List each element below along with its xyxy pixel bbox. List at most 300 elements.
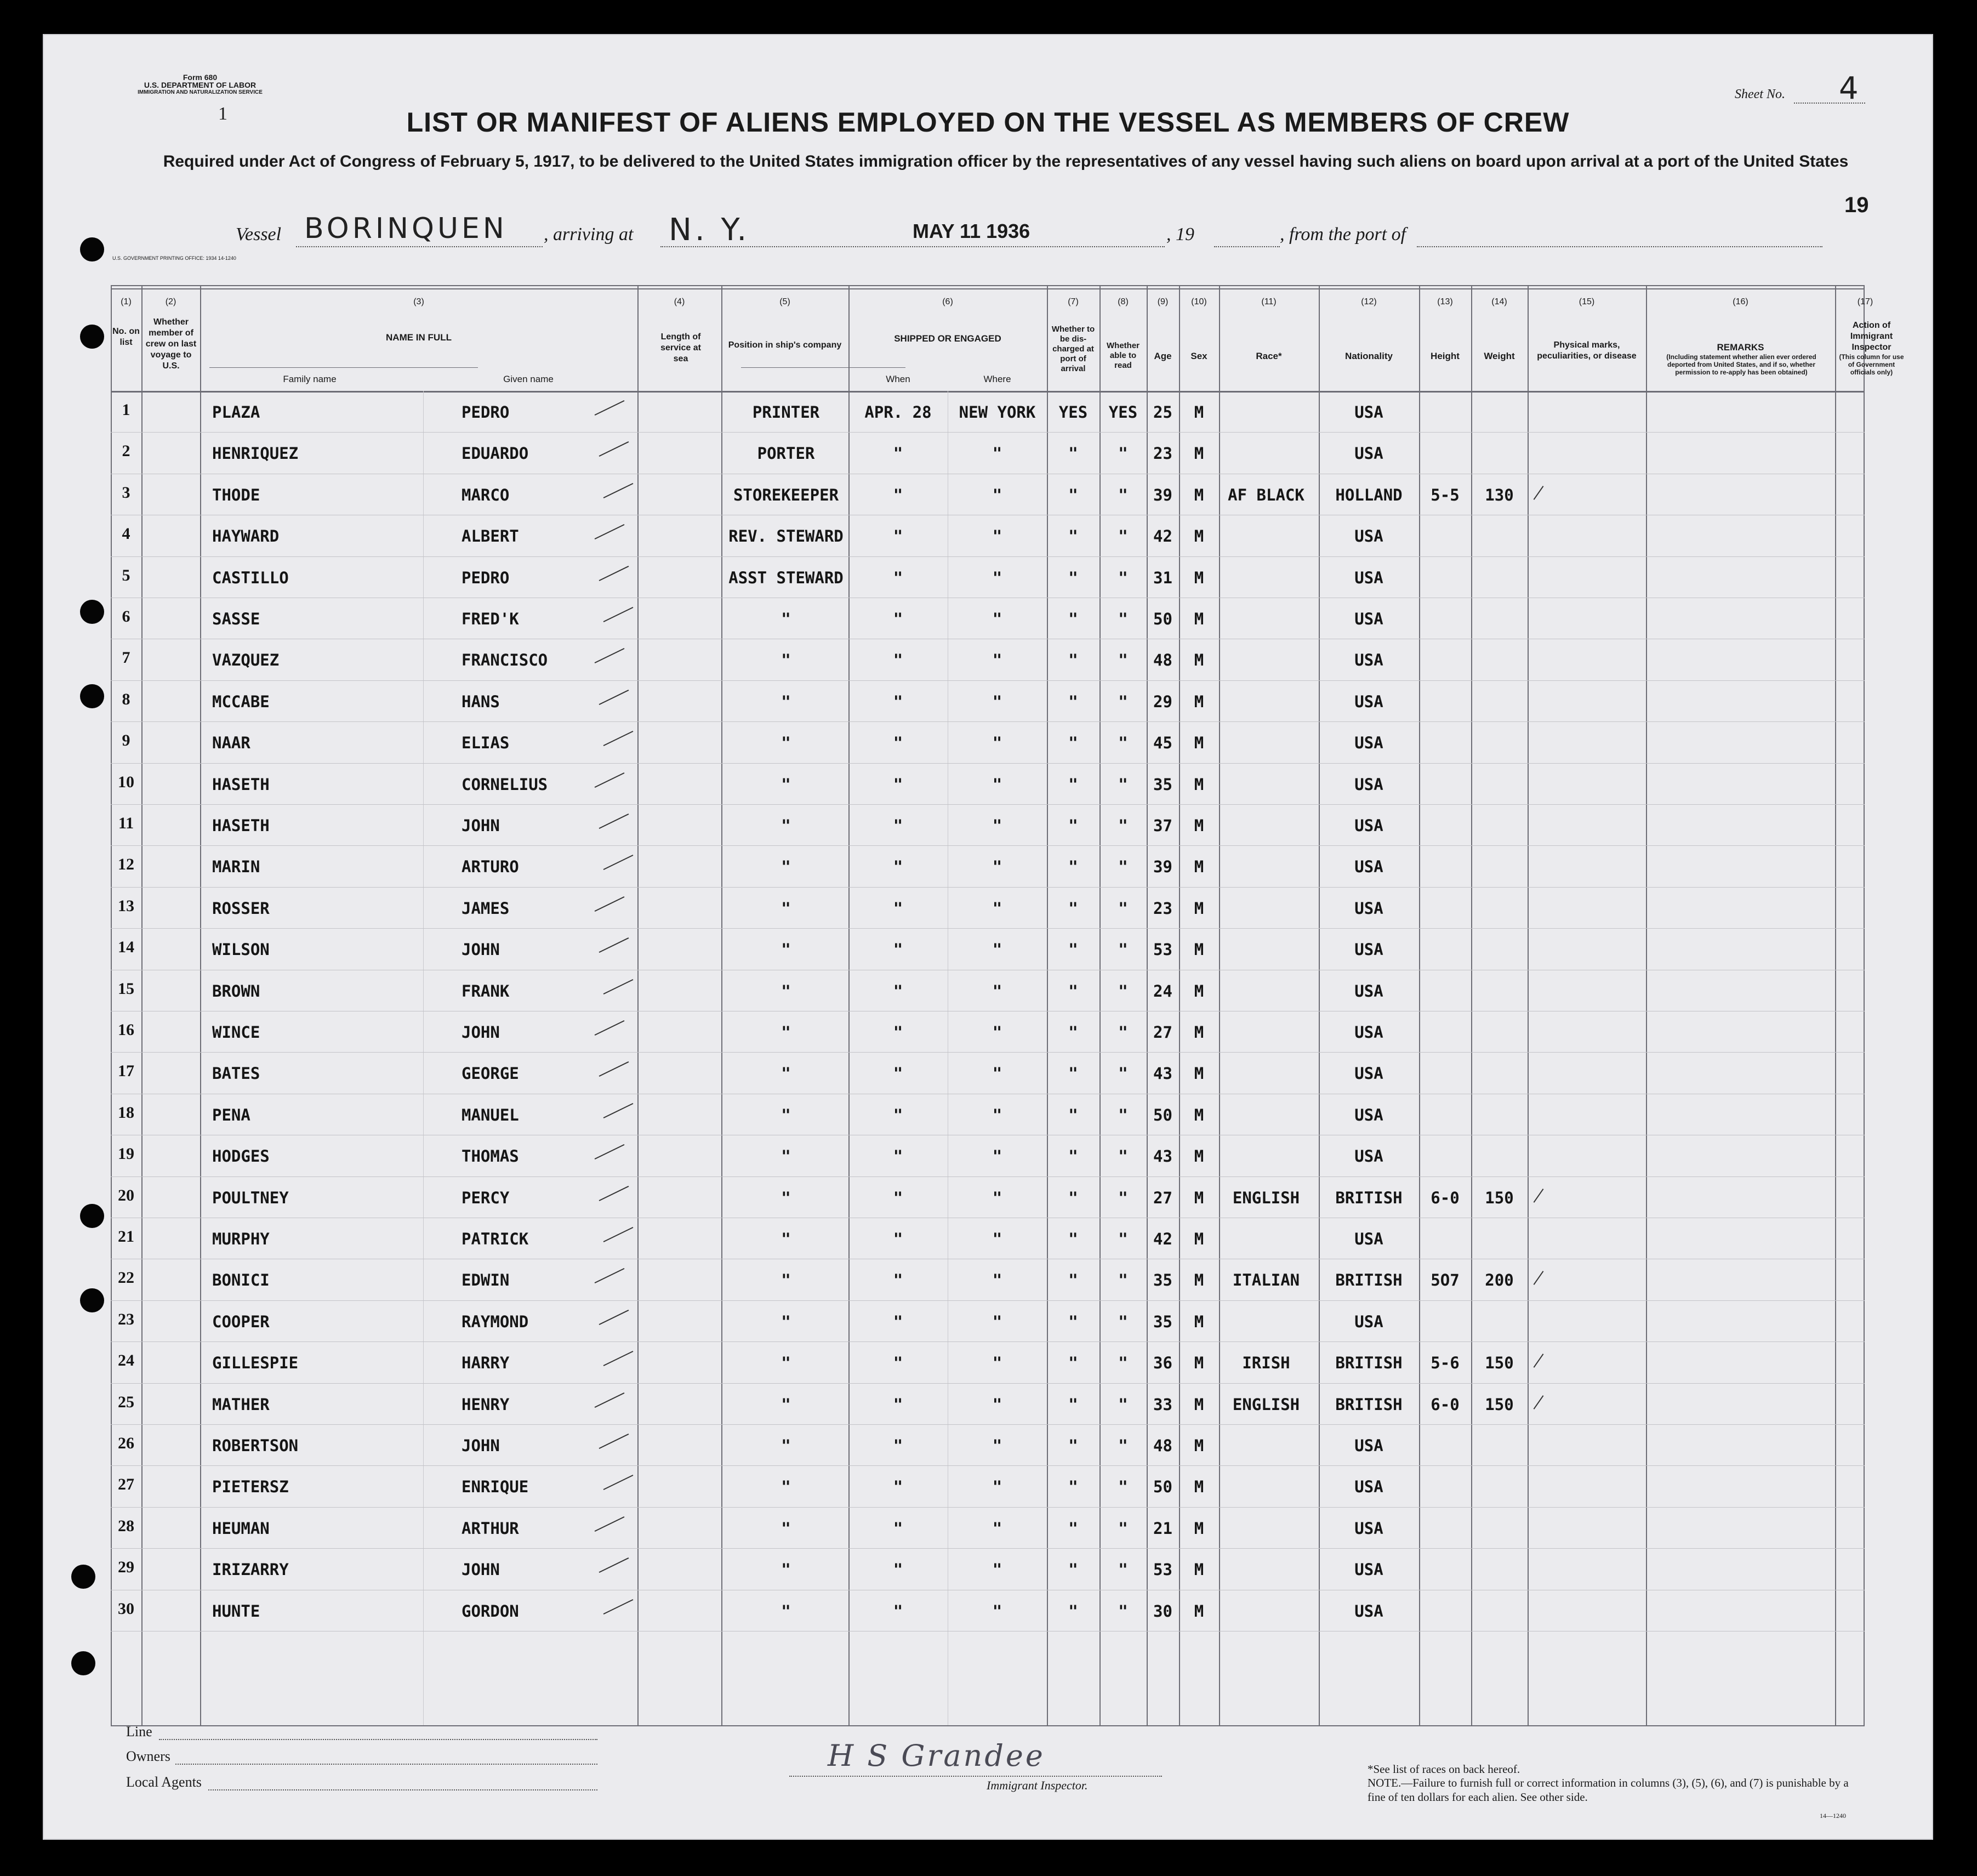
family-name: PLAZA xyxy=(212,403,260,422)
col-shipped-engaged: SHIPPED OR ENGAGED xyxy=(894,333,1001,344)
manifest-sheet xyxy=(43,34,1933,1840)
given-name: ELIAS xyxy=(462,734,510,753)
given-name: JAMES xyxy=(462,899,510,918)
able-to-read: " xyxy=(1118,1188,1128,1207)
given-name: ALBERT xyxy=(462,527,519,546)
age: 30 xyxy=(1153,1601,1172,1621)
row-number: 8 xyxy=(122,690,130,708)
row-number: 17 xyxy=(118,1062,134,1081)
age: 21 xyxy=(1153,1519,1172,1538)
able-to-read: " xyxy=(1118,527,1128,546)
position: " xyxy=(781,940,791,959)
shipped-when: " xyxy=(893,610,903,628)
check-mark xyxy=(595,648,625,663)
position: " xyxy=(781,1147,791,1166)
row-number: 26 xyxy=(118,1434,134,1452)
weight: 130 xyxy=(1485,485,1514,504)
age: 27 xyxy=(1153,1188,1172,1207)
nationality: HOLLAND xyxy=(1335,485,1403,504)
position: REV. STEWARD xyxy=(728,527,844,546)
able-to-read: " xyxy=(1118,1271,1128,1290)
col-discharged: Whether to be dis- charged at port of arrival xyxy=(1051,325,1095,373)
table-row xyxy=(111,432,1865,473)
col-age: Age xyxy=(1154,351,1172,361)
sex: M xyxy=(1194,1601,1204,1621)
able-to-read: " xyxy=(1118,1064,1128,1083)
discharged-at-arrival: " xyxy=(1068,1105,1078,1124)
position: ASST STEWARD xyxy=(728,568,844,587)
table-row xyxy=(111,1590,1865,1631)
sex: M xyxy=(1194,1188,1204,1207)
age: 23 xyxy=(1153,444,1172,463)
check-mark xyxy=(595,1020,625,1036)
given-name: PATRICK xyxy=(462,1230,529,1248)
weight: 150 xyxy=(1485,1188,1514,1207)
height: 6-0 xyxy=(1431,1395,1460,1414)
table-row xyxy=(111,515,1865,556)
age: 35 xyxy=(1153,775,1172,794)
age: 50 xyxy=(1153,1477,1172,1497)
family-name: NAAR xyxy=(212,734,250,753)
check-mark xyxy=(595,1268,625,1283)
given-name: JOHN xyxy=(462,816,500,835)
sheet-number-field xyxy=(1735,71,1862,106)
discharged-at-arrival: " xyxy=(1068,1064,1078,1083)
able-to-read: " xyxy=(1118,899,1128,918)
age: 39 xyxy=(1153,857,1172,877)
table-row xyxy=(111,1011,1865,1052)
discharged-at-arrival: YES xyxy=(1058,403,1088,422)
table-row xyxy=(111,1218,1865,1259)
nationality: USA xyxy=(1354,1477,1383,1497)
col-position: Position in ship's company xyxy=(728,340,842,350)
shipped-when: " xyxy=(893,816,903,835)
col-num-2: (2) xyxy=(165,297,176,306)
position: " xyxy=(781,1519,791,1538)
able-to-read: " xyxy=(1118,981,1128,1000)
position: " xyxy=(781,899,791,918)
race: IRISH xyxy=(1242,1354,1290,1373)
age: 24 xyxy=(1153,981,1172,1000)
inspector-label: Immigrant Inspector. xyxy=(987,1778,1088,1792)
col-sex: Sex xyxy=(1190,351,1207,361)
sex: M xyxy=(1194,485,1204,504)
shipped-where: " xyxy=(992,610,1002,628)
shipped-when: " xyxy=(893,1271,903,1290)
nationality: BRITISH xyxy=(1335,1354,1403,1373)
col-name-in-full: NAME IN FULL xyxy=(386,332,452,343)
check-mark xyxy=(599,690,629,705)
shipped-when: " xyxy=(893,692,903,711)
shipped-where: " xyxy=(992,1147,1002,1166)
sex: M xyxy=(1194,1147,1204,1166)
able-to-read: " xyxy=(1118,1395,1128,1414)
row-number: 5 xyxy=(122,566,130,584)
nationality: USA xyxy=(1354,1064,1383,1083)
shipped-when: " xyxy=(893,1601,903,1621)
table-row xyxy=(111,1507,1865,1548)
stamp-number: 19 xyxy=(1844,193,1869,217)
shipped-when: APR. 28 xyxy=(864,403,932,422)
given-name: ARTURO xyxy=(462,857,519,877)
check-mark xyxy=(595,400,625,416)
table-row xyxy=(111,887,1865,928)
table-row xyxy=(111,1176,1865,1218)
race: ENGLISH xyxy=(1232,1395,1300,1414)
shipped-where: " xyxy=(992,816,1002,835)
given-name: FRANCISCO xyxy=(462,651,548,670)
shipped-where: " xyxy=(992,981,1002,1000)
col-num-4: (4) xyxy=(674,297,685,306)
check-mark xyxy=(1534,1189,1544,1203)
row-number: 28 xyxy=(118,1516,134,1535)
age: 27 xyxy=(1153,1023,1172,1042)
race: ITALIAN xyxy=(1232,1271,1300,1290)
able-to-read: " xyxy=(1118,1436,1128,1455)
row-number: 7 xyxy=(122,649,130,667)
check-mark xyxy=(599,1310,629,1325)
row-number: 24 xyxy=(118,1351,134,1370)
sex: M xyxy=(1194,940,1204,959)
binder-hole xyxy=(71,1565,95,1589)
sex: M xyxy=(1194,1519,1204,1538)
check-mark xyxy=(599,1557,629,1573)
sheet-label: Sheet No. xyxy=(1735,87,1785,101)
table-row xyxy=(111,474,1865,515)
position: " xyxy=(781,857,791,877)
nationality: USA xyxy=(1354,981,1383,1000)
binder-hole xyxy=(80,1288,104,1312)
age: 50 xyxy=(1153,1105,1172,1124)
check-mark xyxy=(599,937,629,953)
shipped-when: " xyxy=(893,857,903,877)
col-where: Where xyxy=(983,374,1011,384)
weight: 150 xyxy=(1485,1395,1514,1414)
position: " xyxy=(781,775,791,794)
age: 48 xyxy=(1153,1436,1172,1455)
height: 5-5 xyxy=(1431,485,1460,504)
row-number: 22 xyxy=(118,1269,134,1287)
nationality: USA xyxy=(1354,734,1383,753)
year-prefix: , 19 xyxy=(1166,224,1194,245)
age: 29 xyxy=(1153,692,1172,711)
table-row xyxy=(111,928,1865,969)
family-name: HENRIQUEZ xyxy=(212,444,299,463)
discharged-at-arrival: " xyxy=(1068,734,1078,753)
sex: M xyxy=(1194,816,1204,835)
discharged-at-arrival: " xyxy=(1068,981,1078,1000)
nationality: USA xyxy=(1354,1436,1383,1455)
able-to-read: " xyxy=(1118,1023,1128,1042)
age: 33 xyxy=(1153,1395,1172,1414)
check-mark xyxy=(595,524,625,539)
height: 6-0 xyxy=(1431,1188,1460,1207)
shipped-where: " xyxy=(992,485,1002,504)
position: " xyxy=(781,1188,791,1207)
col-num-5: (5) xyxy=(779,297,790,306)
table-row xyxy=(111,391,1865,432)
table-row xyxy=(111,1465,1865,1507)
check-mark xyxy=(603,483,634,498)
given-name: HENRY xyxy=(462,1395,510,1414)
shipped-when: " xyxy=(893,1354,903,1373)
row-number: 12 xyxy=(118,855,134,874)
row-number: 29 xyxy=(118,1558,134,1577)
table-row xyxy=(111,1424,1865,1465)
discharged-at-arrival: " xyxy=(1068,527,1078,546)
family-name: SASSE xyxy=(212,610,260,628)
able-to-read: " xyxy=(1118,1105,1128,1124)
given-name: CORNELIUS xyxy=(462,775,548,794)
given-name: FRANK xyxy=(462,981,510,1000)
shipped-when: " xyxy=(893,981,903,1000)
shipped-where: " xyxy=(992,1354,1002,1373)
able-to-read: " xyxy=(1118,1477,1128,1497)
shipped-when: " xyxy=(893,1105,903,1124)
given-name: GORDON xyxy=(462,1601,519,1621)
form-number: Form 680 xyxy=(183,73,218,82)
position: " xyxy=(781,1312,791,1331)
check-mark xyxy=(603,1599,634,1615)
nationality: USA xyxy=(1354,940,1383,959)
nationality: USA xyxy=(1354,651,1383,670)
nationality: USA xyxy=(1354,1312,1383,1331)
family-name: MATHER xyxy=(212,1395,270,1414)
able-to-read: " xyxy=(1118,816,1128,835)
col-num-10: (10) xyxy=(1191,297,1207,306)
shipped-when: " xyxy=(893,1477,903,1497)
position: " xyxy=(781,1354,791,1373)
shipped-when: " xyxy=(893,1147,903,1166)
shipped-where: " xyxy=(992,1023,1002,1042)
sex: M xyxy=(1194,734,1204,753)
row-number: 23 xyxy=(118,1310,134,1328)
position: " xyxy=(781,734,791,753)
binder-hole xyxy=(80,600,104,624)
table-row xyxy=(111,1383,1865,1424)
vessel-label: Vessel xyxy=(236,224,282,245)
discharged-at-arrival: " xyxy=(1068,816,1078,835)
discharged-at-arrival: " xyxy=(1068,1519,1078,1538)
height: 5-6 xyxy=(1431,1354,1460,1373)
table-row xyxy=(111,1259,1865,1300)
table-row xyxy=(111,639,1865,680)
shipped-when: " xyxy=(893,485,903,504)
arriving-label: , arriving at xyxy=(544,224,634,245)
local-agents-label: Local Agents xyxy=(126,1774,202,1790)
weight: 150 xyxy=(1485,1354,1514,1373)
sex: M xyxy=(1194,1436,1204,1455)
family-name: HEUMAN xyxy=(212,1519,270,1538)
given-name: MARCO xyxy=(462,485,510,504)
row-number: 25 xyxy=(118,1392,134,1411)
row-number: 30 xyxy=(118,1599,134,1618)
row-number: 15 xyxy=(118,979,134,998)
col-num-6: (6) xyxy=(942,297,953,306)
shipped-when: " xyxy=(893,1519,903,1538)
nationality: USA xyxy=(1354,857,1383,877)
vessel-line xyxy=(236,212,1825,257)
shipped-where: " xyxy=(992,734,1002,753)
table-row xyxy=(111,804,1865,845)
position: " xyxy=(781,651,791,670)
able-to-read: " xyxy=(1118,1519,1128,1538)
given-name: PEDRO xyxy=(462,403,510,422)
table-row xyxy=(111,598,1865,639)
shipped-where: " xyxy=(992,940,1002,959)
shipped-when: " xyxy=(893,1064,903,1083)
position: STOREKEEPER xyxy=(733,485,839,504)
race: ENGLISH xyxy=(1232,1188,1300,1207)
position: " xyxy=(781,1064,791,1083)
family-name: HODGES xyxy=(212,1147,270,1166)
discharged-at-arrival: " xyxy=(1068,1271,1078,1290)
family-name: MCCABE xyxy=(212,692,270,711)
col-num-16: (16) xyxy=(1733,297,1748,306)
col-weight: Weight xyxy=(1484,351,1515,361)
sex: M xyxy=(1194,651,1204,670)
nationality: USA xyxy=(1354,1230,1383,1248)
sex: M xyxy=(1194,981,1204,1000)
nationality: USA xyxy=(1354,1105,1383,1124)
sex: M xyxy=(1194,1354,1204,1373)
family-name: PENA xyxy=(212,1105,250,1124)
nationality: USA xyxy=(1354,1560,1383,1579)
nationality: BRITISH xyxy=(1335,1395,1403,1414)
check-mark xyxy=(599,1186,629,1201)
col-inspector-note: (This column for use of Government officials only) xyxy=(1839,353,1904,376)
discharged-at-arrival: " xyxy=(1068,1354,1078,1373)
col-service-length: Length of service at sea xyxy=(660,332,701,363)
col-family-name: Family name xyxy=(283,374,337,384)
nationality: USA xyxy=(1354,1601,1383,1621)
family-name: HUNTE xyxy=(212,1601,260,1621)
given-name: HARRY xyxy=(462,1354,510,1373)
nationality: USA xyxy=(1354,527,1383,546)
sex: M xyxy=(1194,857,1204,877)
sex: M xyxy=(1194,1023,1204,1042)
table-row xyxy=(111,680,1865,721)
row-number: 20 xyxy=(118,1186,134,1204)
age: 42 xyxy=(1153,1230,1172,1248)
col-num-7: (7) xyxy=(1068,297,1079,306)
col-when: When xyxy=(886,374,910,384)
shipped-when: " xyxy=(893,1436,903,1455)
binder-hole xyxy=(71,1651,95,1675)
col-num-17: (17) xyxy=(1857,297,1873,306)
age: 43 xyxy=(1153,1064,1172,1083)
discharged-at-arrival: " xyxy=(1068,1436,1078,1455)
table-row xyxy=(111,1135,1865,1176)
family-name: BONICI xyxy=(212,1271,270,1290)
table-row xyxy=(111,845,1865,886)
age: 23 xyxy=(1153,899,1172,918)
discharged-at-arrival: " xyxy=(1068,899,1078,918)
binder-hole xyxy=(80,325,104,349)
col-given-name: Given name xyxy=(503,374,554,384)
nationality: USA xyxy=(1354,610,1383,628)
row-number: 21 xyxy=(118,1227,134,1246)
col-nationality: Nationality xyxy=(1345,351,1393,361)
discharged-at-arrival: " xyxy=(1068,775,1078,794)
able-to-read: " xyxy=(1118,1354,1128,1373)
able-to-read: " xyxy=(1118,610,1128,628)
col-last-voyage: Whether member of crew on last voyage to U.S. xyxy=(145,317,197,371)
shipped-where: NEW YORK xyxy=(959,403,1036,422)
check-mark xyxy=(603,1103,634,1118)
age: 35 xyxy=(1153,1271,1172,1290)
col-num-12: (12) xyxy=(1361,297,1377,306)
shipped-when: " xyxy=(893,1312,903,1331)
department-name: U.S. DEPARTMENT OF LABOR xyxy=(144,81,257,89)
row-number: 11 xyxy=(118,814,134,832)
inspector-signature xyxy=(789,1732,1206,1781)
given-name: FRED'K xyxy=(462,610,519,628)
row-number: 18 xyxy=(118,1103,134,1122)
line-label: Line xyxy=(126,1724,152,1739)
signature-text: H S Grandee xyxy=(828,1738,1045,1773)
check-mark xyxy=(595,896,625,912)
discharged-at-arrival: " xyxy=(1068,857,1078,877)
discharged-at-arrival: " xyxy=(1068,1477,1078,1497)
discharged-at-arrival: " xyxy=(1068,1601,1078,1621)
nationality: BRITISH xyxy=(1335,1271,1403,1290)
weight: 200 xyxy=(1485,1271,1514,1290)
shipped-where: " xyxy=(992,899,1002,918)
row-number: 14 xyxy=(118,938,134,957)
col-height: Height xyxy=(1431,351,1460,361)
position: " xyxy=(781,692,791,711)
discharged-at-arrival: " xyxy=(1068,1023,1078,1042)
given-name: PEDRO xyxy=(462,568,510,587)
discharged-at-arrival: " xyxy=(1068,1395,1078,1414)
given-name: ENRIQUE xyxy=(462,1477,529,1497)
binder-hole xyxy=(80,684,104,708)
position: " xyxy=(781,1601,791,1621)
sex: M xyxy=(1194,775,1204,794)
shipped-where: " xyxy=(992,1477,1002,1497)
sex: M xyxy=(1194,1312,1204,1331)
family-name: WILSON xyxy=(212,940,270,959)
discharged-at-arrival: " xyxy=(1068,692,1078,711)
given-name: GEORGE xyxy=(462,1064,519,1083)
able-to-read: " xyxy=(1118,1312,1128,1331)
given-name: THOMAS xyxy=(462,1147,519,1166)
col-num-8: (8) xyxy=(1118,297,1129,306)
binder-hole xyxy=(80,237,104,261)
family-name: PIETERSZ xyxy=(212,1477,289,1497)
sex: M xyxy=(1194,527,1204,546)
table-row xyxy=(111,763,1865,804)
col-able-to-read: Whether able to read xyxy=(1107,341,1140,370)
check-mark xyxy=(595,772,625,788)
page-subtitle: Required under Act of Congress of February 5, 1917, to be delivered to the United States immigration officer by the representatives of any vessel having such aliens on board upon arrival at a port of the United States xyxy=(163,152,1849,170)
row-number: 13 xyxy=(118,896,134,915)
sex: M xyxy=(1194,1230,1204,1248)
table-row xyxy=(111,1548,1865,1589)
from-port-label: , from the port of xyxy=(1280,224,1406,245)
sex: M xyxy=(1194,692,1204,711)
given-name: EDUARDO xyxy=(462,444,529,463)
shipped-where: " xyxy=(992,568,1002,587)
row-number: 9 xyxy=(122,731,130,750)
family-name: CASTILLO xyxy=(212,568,289,587)
table-row xyxy=(111,1300,1865,1341)
check-mark xyxy=(603,1351,634,1366)
table-row xyxy=(111,556,1865,598)
able-to-read: " xyxy=(1118,568,1128,587)
sex: M xyxy=(1194,1064,1204,1083)
